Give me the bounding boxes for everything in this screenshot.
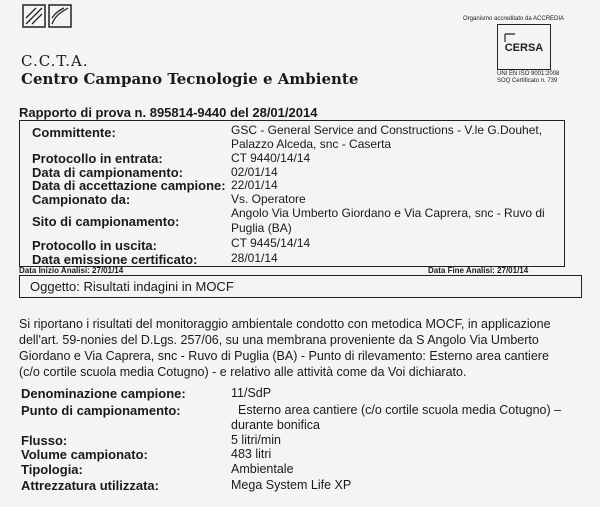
field-value-data-accettazione: 22/01/14 bbox=[231, 178, 278, 192]
field-label-campionato-da: Campionato da: bbox=[32, 192, 131, 207]
field-label-data-accettazione: Data di accettazione campione: bbox=[32, 178, 226, 193]
analysis-start-date: Data Inizio Analisi: 27/01/14 bbox=[19, 266, 124, 275]
field-label-data-emissione: Data emissione certificato: bbox=[32, 252, 198, 267]
report-title: Rapporto di prova n. 895814-9440 del 28/01/2014 bbox=[19, 105, 318, 120]
field-label-data-campionamento: Data di campionamento: bbox=[32, 165, 183, 180]
detail-label-volume: Volume campionato: bbox=[21, 447, 148, 462]
field-label-protocollo-entrata: Protocollo in entrata: bbox=[32, 151, 163, 166]
analysis-end-date: Data Fine Analisi: 27/01/14 bbox=[428, 266, 529, 275]
detail-value-punto-line2: durante bonifica bbox=[231, 418, 320, 432]
intro-paragraph-line: Si riportano i risultati del monitoraggio ambientale condotto con metodica MOCF, in applicazione bbox=[19, 317, 551, 331]
oggetto-text: Oggetto: Risultati indagini in MOCF bbox=[30, 279, 234, 294]
field-value-sito-line2: Puglia (BA) bbox=[231, 221, 292, 235]
field-value-protocollo-entrata: CT 9440/14/14 bbox=[231, 151, 311, 165]
detail-value-flusso: 5 litri/min bbox=[231, 433, 282, 447]
intro-paragraph bbox=[19, 316, 589, 380]
lab-logo bbox=[22, 4, 72, 30]
accreditation-standard: UNI EN ISO 9001:2008 bbox=[497, 71, 560, 77]
accreditation-certificate: SOQ Certificato n. 739 bbox=[497, 78, 558, 84]
detail-value-punto-line1: Esterno area cantiere (c/o cortile scuola media Cotugno) – bbox=[238, 403, 562, 417]
field-label-committente: Committente: bbox=[32, 125, 116, 140]
detail-label-tipologia: Tipologia: bbox=[21, 462, 83, 477]
field-value-committente-line1: GSC - General Service and Constructions - V.le G.Douhet, bbox=[231, 123, 543, 137]
field-value-sito-line1: Angolo Via Umberto Giordano e Via Caprera, snc - Ruvo di bbox=[231, 206, 545, 220]
detail-value-attrezzatura: Mega System Life XP bbox=[231, 478, 352, 492]
field-value-committente-line2: Palazzo Alceda, snc - Caserta bbox=[231, 137, 392, 151]
detail-label-flusso: Flusso: bbox=[21, 433, 68, 448]
detail-value-volume: 483 litri bbox=[231, 447, 272, 461]
field-label-sito-campionamento: Sito di campionamento: bbox=[32, 214, 180, 229]
intro-paragraph-line: Giordano e Via Caprera, snc - Ruvo di Puglia (BA) - Punto di rilevamento: Esterno area cantiere bbox=[19, 349, 549, 363]
lab-name: Centro Campano Tecnologie e Ambiente bbox=[21, 70, 359, 88]
field-label-protocollo-uscita: Protocollo in uscita: bbox=[32, 238, 157, 253]
detail-value-tipologia: Ambientale bbox=[231, 462, 294, 476]
detail-label-denominazione: Denominazione campione: bbox=[21, 386, 186, 401]
lab-abbreviation: C.C.T.A. bbox=[21, 52, 89, 70]
detail-label-punto-campionamento: Punto di campionamento: bbox=[21, 403, 181, 418]
field-value-campionato-da: Vs. Operatore bbox=[231, 192, 306, 206]
field-value-data-campionamento: 02/01/14 bbox=[231, 165, 278, 179]
detail-label-attrezzatura: Attrezzatura utilizzata: bbox=[21, 478, 159, 493]
intro-paragraph-line: dell'art. 59-nonies del D.Lgs. 257/06, su una membrana proveniente da S Angolo Via Umberto bbox=[19, 333, 539, 347]
detail-value-denominazione: 11/SdP bbox=[231, 386, 272, 400]
intro-paragraph-line: (c/o cortile scuola media Cotugno) - e relativo alle attività come da Voi dichiarato. bbox=[19, 365, 467, 379]
field-value-data-emissione: 28/01/14 bbox=[231, 251, 278, 265]
accreditation-logo-text: CERSA bbox=[504, 42, 544, 54]
field-value-protocollo-uscita: CT 9445/14/14 bbox=[231, 236, 311, 250]
accreditation-caption: Organismo accreditato da ACCREDIA bbox=[463, 16, 565, 22]
accreditation-logo-icon bbox=[503, 32, 545, 60]
